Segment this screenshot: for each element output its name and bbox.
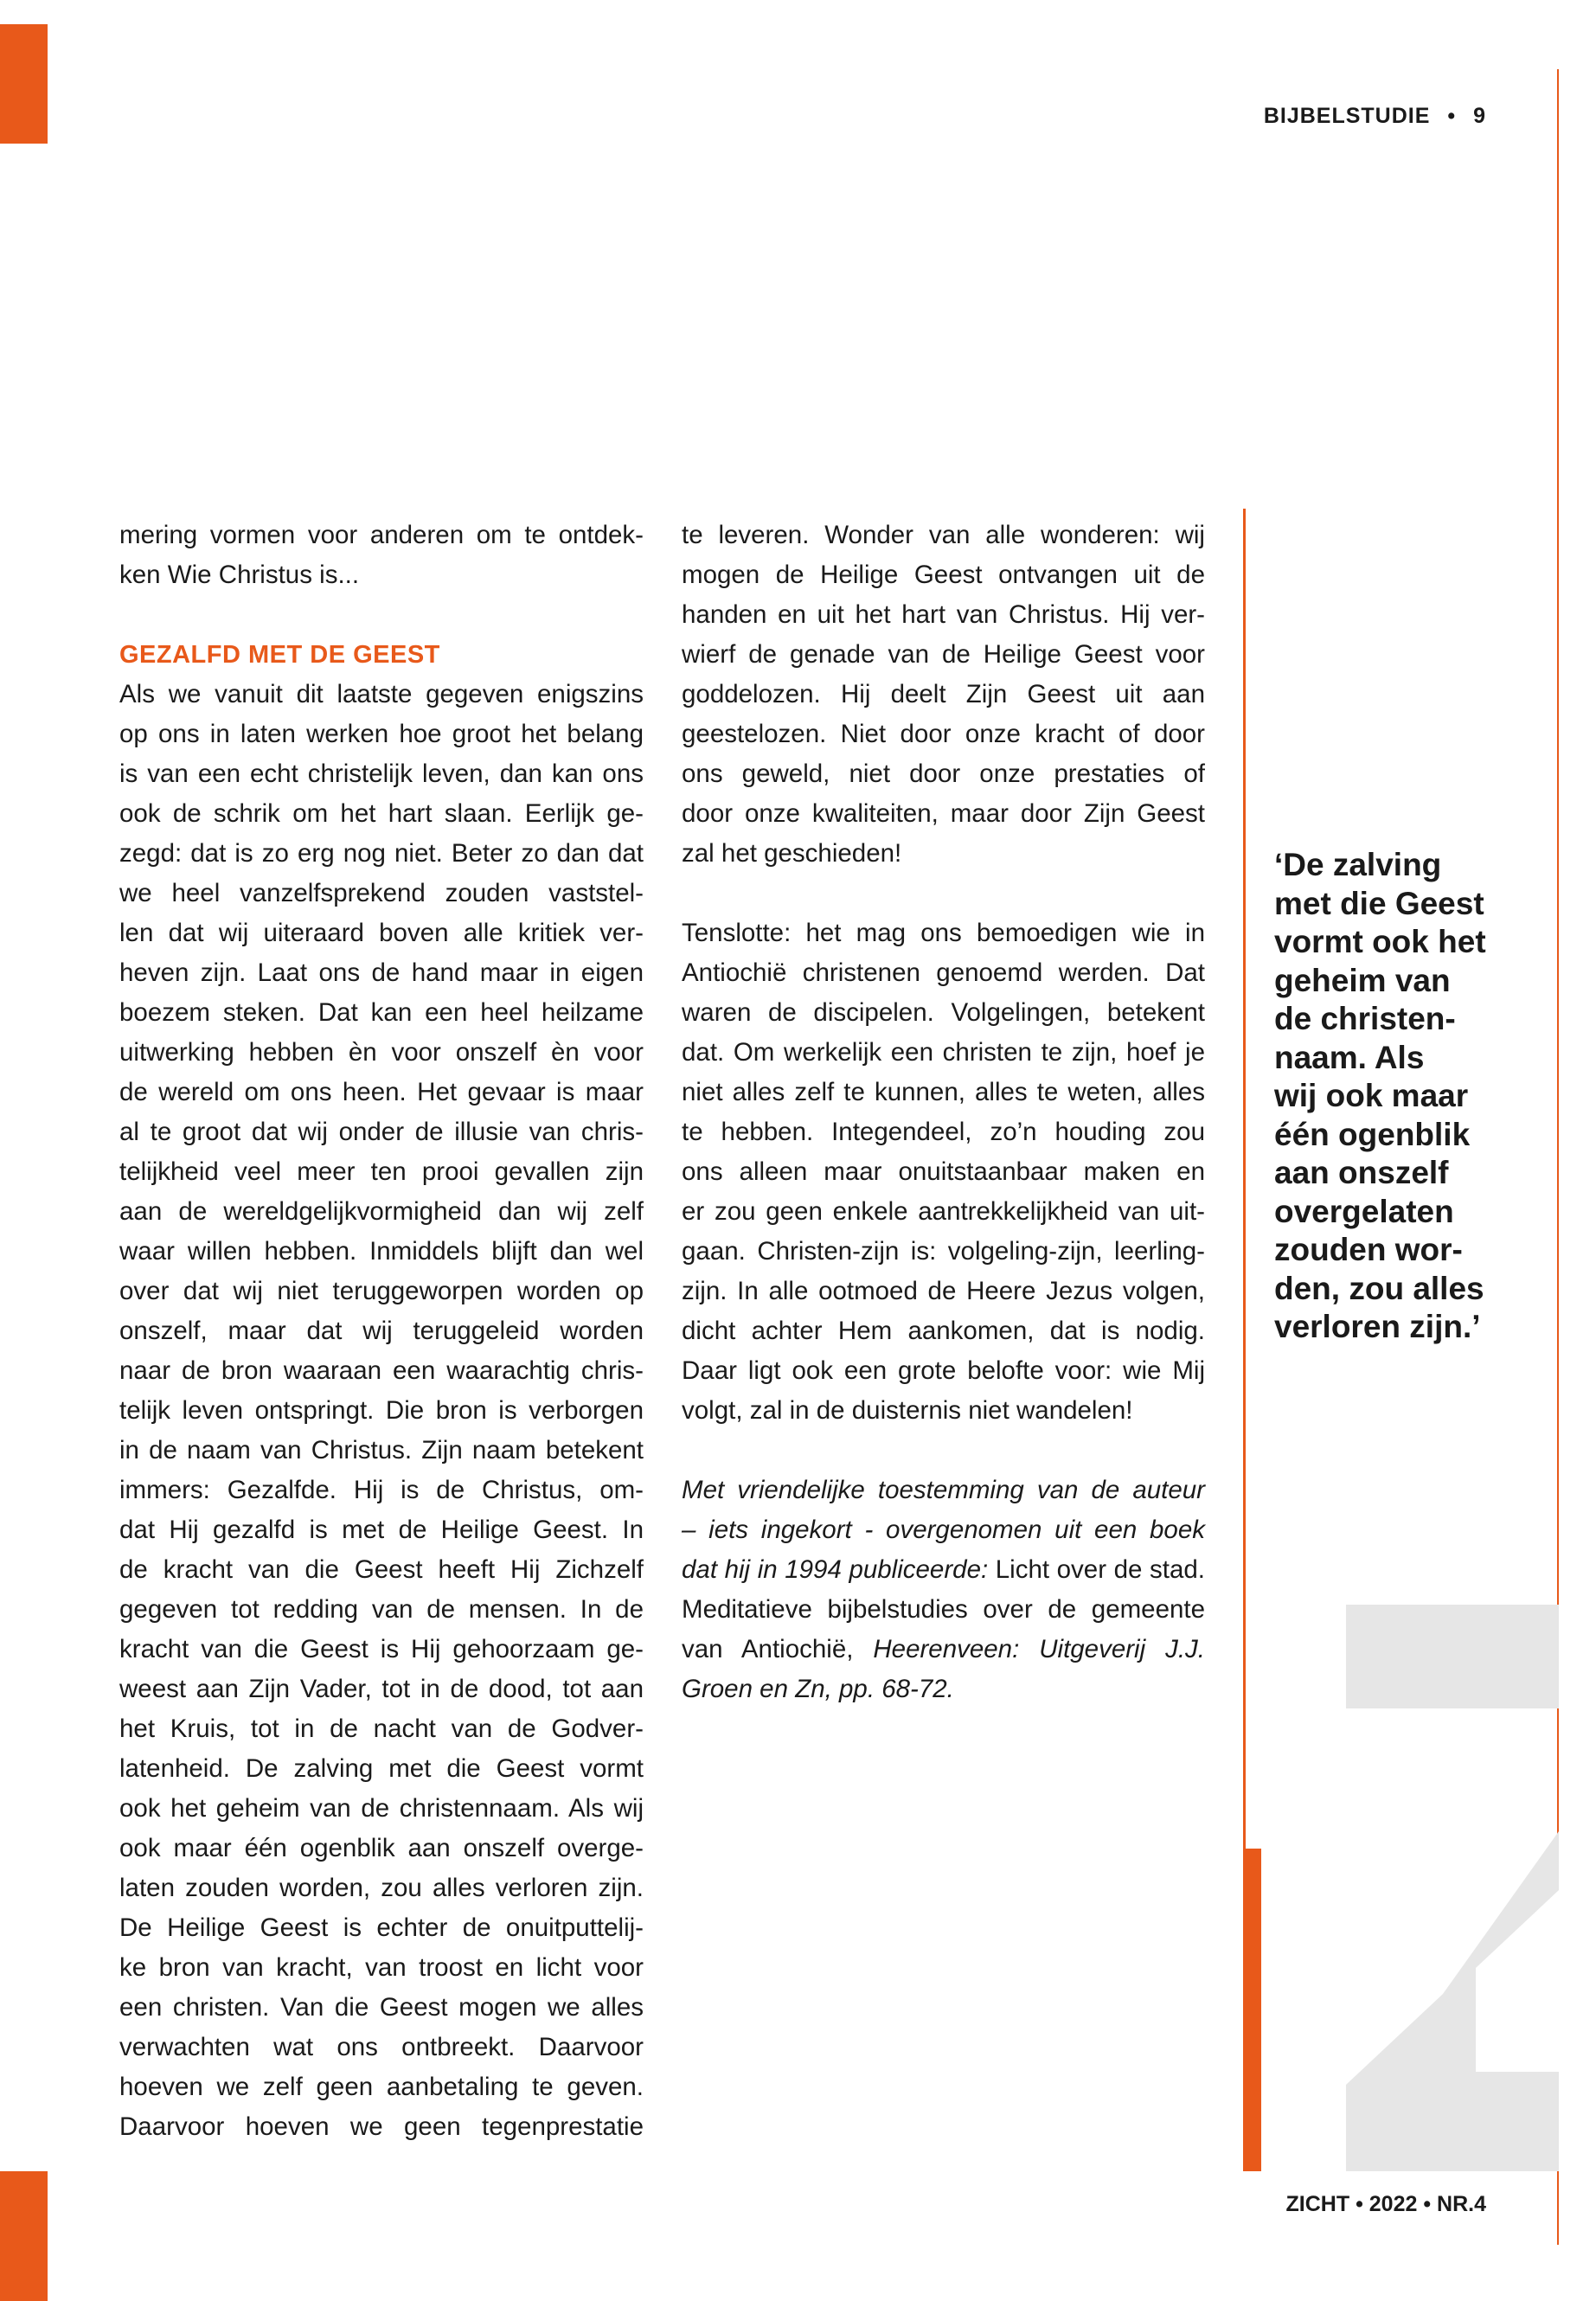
body-line: ook het geheim van de christennaam. Als wij [119,1794,644,1823]
body-line: Daarvoor hoeven we geen tegenprestatie [119,2112,644,2141]
body-line: immers: Gezalfde. Hij is de Christus, om- [119,1476,644,1504]
body-line: Antiochië christenen genoemd werden. Dat [682,958,1205,987]
pull-quote-line: overgelaten [1274,1193,1454,1229]
section-heading: GEZALFD MET DE GEEST [119,641,440,669]
section-title: BIJBELSTUDIE [1263,104,1431,128]
body-line: De Heilige Geest is echter de onuitputtelij- [119,1913,644,1942]
running-footer: ZICHT • 2022 • NR.4 [1285,2192,1486,2216]
body-line: over dat wij niet teruggeworpen worden op [119,1277,644,1305]
pull-quote-line: één ogenblik [1274,1116,1471,1152]
body-line: len dat wij uiteraard boven alle kritiek ver- [119,919,644,947]
body-line: dat Hij gezalfd is met de Heilige Geest. In [119,1516,644,1544]
body-line: hoeven we zelf geen aanbetaling te geven. [119,2073,644,2101]
body-line: telijkheid veel meer ten prooi gevallen zijn [119,1157,644,1186]
body-line: in de naam van Christus. Zijn naam betekent [119,1436,644,1465]
credit-line [682,1630,1205,1670]
header-separator: • [1447,104,1457,128]
body-line: Als we vanuit dit laatste gegeven enigszins [119,680,644,708]
body-line: kracht van die Geest is Hij gehoorzaam ge- [119,1635,644,1663]
body-line: ook de schrik om het hart slaan. Eerlijk ge- [119,799,644,828]
body-line: goddelozen. Hij deelt Zijn Geest uit aan [682,680,1205,708]
body-line: wierf de genade van de Heilige Geest voor [682,640,1205,669]
body-line: ons geweld, niet door onze prestaties of [682,760,1205,788]
pull-quote-line: vormt ook het [1274,924,1486,959]
body-line: dicht achter Hem aankomen, dat is nodig. [682,1317,1205,1345]
body-line: de kracht van die Geest heeft Hij Zichzelf [119,1555,644,1584]
pull-quote [1274,846,1499,1347]
body-line: ons alleen maar onuitstaanbaar maken en [682,1157,1205,1186]
decorative-z-shape [1346,1605,1559,2171]
right-column [682,516,1205,1709]
body-line: dat. Om werkelijk een christen te zijn, hoef je [682,1038,1205,1067]
credit-line: Met vriendelijke toestemming van de auteur [682,1476,1205,1504]
body-line: ook maar één ogenblik aan onszelf overge- [119,1834,644,1862]
body-line: het Kruis, tot in de nacht van de Godver- [119,1715,644,1743]
body-line: gegeven tot redding van de mensen. In de [119,1595,644,1624]
credit-book-title-end: van Antiochië, [682,1635,854,1663]
pull-quote-line: aan onszelf [1274,1155,1449,1190]
body-line: mogen de Heilige Geest ontvangen uit de [682,561,1205,589]
body-line: telijk leven ontspringt. Die bron is verborgen [119,1396,644,1425]
body-line: ke bron van kracht, van troost en licht voor [119,1953,644,1982]
body-line: zegd: dat is zo erg nog niet. Beter zo dan dat [119,839,644,868]
body-line: te leveren. Wonder van alle wonderen: wij [682,521,1205,549]
pull-quote-line: naam. Als [1274,1039,1425,1075]
body-line: verwachten wat ons ontbreekt. Daarvoor [119,2033,644,2061]
body-line: volgt, zal in de duisternis niet wandelen! [682,1396,1133,1425]
body-line: latenheid. De zalving met die Geest vormt [119,1754,644,1783]
pull-quote-line: wij ook maar [1274,1078,1469,1113]
body-line: al te groot dat wij onder de illusie van chris- [119,1118,644,1146]
pull-quote-line: geheim van [1274,962,1451,998]
pull-quote-line: verloren zijn.’ [1274,1309,1481,1344]
body-line: mering vormen voor anderen om te ontdek- [119,521,644,549]
body-line: een christen. Van die Geest mogen we alles [119,1993,644,2022]
credit-book-title: Licht over de stad. [988,1555,1205,1584]
credit-publisher: Heerenveen: Uitgeverij J.J. [853,1635,1205,1663]
pull-quote-line: ‘De zalving [1274,847,1442,882]
body-line: naar de bron waaraan een waarachtig chris- [119,1356,644,1385]
body-line: gaan. Christen-zijn is: volgeling-zijn, leerling- [682,1237,1205,1266]
right-paragraph-2 [682,913,1205,1431]
body-line: ken Wie Christus is... [119,561,360,589]
body-line: handen en uit het hart van Christus. Hij ver- [682,600,1205,629]
body-line: Tenslotte: het mag ons bemoedigen wie in [682,919,1205,947]
running-header [1264,104,1486,129]
body-line: er zou geen enkele aantrekkelijkheid van uit- [682,1197,1205,1226]
body-line: uitwerking hebben èn voor onszelf èn voor [119,1038,644,1067]
body-line: laten zouden worden, zou alles verloren zijn. [119,1874,644,1902]
left-column [119,516,644,2147]
body-line: op ons in laten werken hoe groot het belang [119,720,644,748]
body-line: onszelf, maar dat wij teruggeleid worden [119,1317,644,1345]
body-line: te hebben. Integendeel, zo’n houding zou [682,1118,1205,1146]
body-line: aan de wereldgelijkvormigheid dan wij zelf [119,1197,644,1226]
body-line: waren de discipelen. Volgelingen, betekent [682,998,1205,1027]
body-line: niet alles zelf te kunnen, alles te weten, alles [682,1078,1205,1106]
body-line: boezem steken. Dat kan een heel heilzame [119,998,644,1027]
pull-quote-line: zouden wor- [1274,1232,1463,1267]
credit-italic-part: dat hij in 1994 publiceerde: [682,1555,989,1584]
body-line: door onze kwaliteiten, maar door Zijn Geest [682,799,1205,828]
credit-line [682,1550,1205,1590]
credit-line: Meditatieve bijbelstudies over de gemeente [682,1595,1205,1624]
body-line: heven zijn. Laat ons de hand maar in eigen [119,958,644,987]
top-left-accent-bar [0,24,48,144]
body-line: zal het geschieden! [682,839,902,868]
bottom-left-accent-bar [0,2171,48,2301]
right-paragraph-1 [682,516,1205,874]
body-line: we heel vanzelfsprekend zouden vaststel- [119,879,644,907]
left-body-text [119,675,644,2147]
page-number: 9 [1473,104,1486,128]
credit-line: Groen en Zn, pp. 68-72. [682,1675,954,1703]
body-line: zijn. In alle ootmoed de Heere Jezus volgen, [682,1277,1205,1305]
pull-quote-line: met die Geest [1274,885,1484,921]
credit-line: – iets ingekort - overgenomen uit een boek [682,1516,1205,1544]
credit-note [682,1471,1205,1709]
pull-quote-line: den, zou alles [1274,1270,1484,1306]
quote-column-accent-bar [1243,1849,1261,2171]
body-line: weest aan Zijn Vader, tot in de dood, tot aan [119,1675,644,1703]
body-line: waar willen hebben. Inmiddels blijft dan wel [119,1237,644,1266]
body-line: de wereld om ons heen. Het gevaar is maar [119,1078,644,1106]
body-line: is van een echt christelijk leven, dan kan ons [119,760,644,788]
pull-quote-line: de christen- [1274,1001,1456,1036]
body-line: Daar ligt ook een grote belofte voor: wie Mij [682,1356,1205,1385]
body-line: geestelozen. Niet door onze kracht of door [682,720,1205,748]
